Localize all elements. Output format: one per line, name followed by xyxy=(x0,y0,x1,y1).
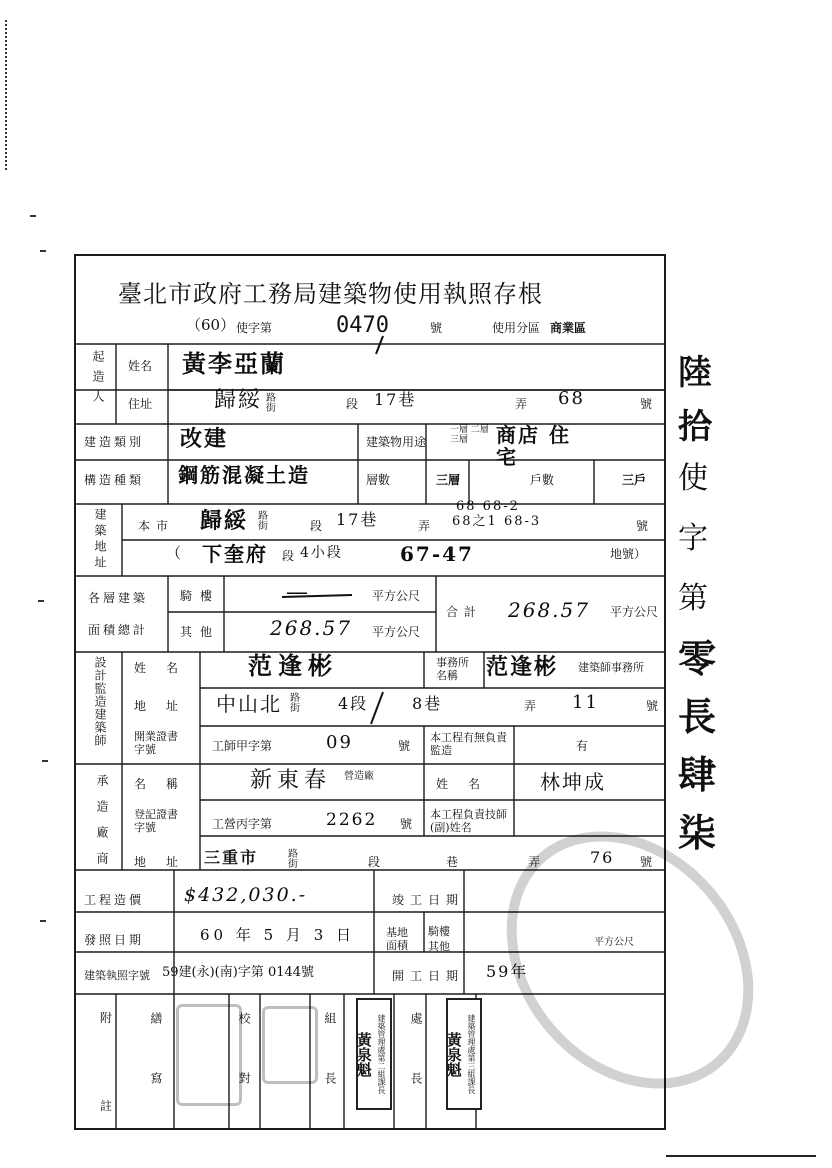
arcade-unit: 平方公尺 xyxy=(372,589,421,603)
builder-house-num: 68 xyxy=(558,388,585,409)
contractor-lane: 巷 xyxy=(446,855,459,869)
contractor-name-label: 名稱 xyxy=(134,777,199,791)
remarks-cell-proofread: 校對 xyxy=(237,1012,251,1132)
total-label: 合計 xyxy=(446,605,483,619)
site-area-unit: 平方公尺 xyxy=(594,937,634,948)
zone-value: 商業區 xyxy=(550,321,587,335)
builder-section-label: 起造人 xyxy=(91,350,105,410)
total-unit: 平方公尺 xyxy=(610,605,659,619)
site-sub-section: 4小段 xyxy=(300,545,343,561)
side-char: 長 xyxy=(678,694,717,739)
other2-label: 其他 xyxy=(428,940,450,953)
contractor-name-suffix: 營造廠 xyxy=(344,771,374,782)
scan-speckle xyxy=(40,250,46,252)
builder-address-label: 住址 xyxy=(128,397,153,411)
contractor-address-value: 三重市 xyxy=(204,848,259,867)
total-value: 268.57 xyxy=(508,598,590,622)
designer-duan: 4段 xyxy=(338,694,369,713)
site-hao: 號 xyxy=(636,519,649,533)
structure-label: 構造種類 xyxy=(84,473,145,487)
designer-road: 中山北 xyxy=(216,692,282,716)
builder-road-unit: 路街 xyxy=(266,393,276,414)
site-road: 歸綏 xyxy=(200,508,249,534)
units-value: 三戶 xyxy=(622,473,647,487)
site-lane-num: 弄 xyxy=(418,519,431,533)
adjacent-page-divider xyxy=(666,1155,816,1157)
designer-num: 11 xyxy=(572,692,599,713)
side-char: 陸 xyxy=(678,353,712,393)
site-land-suffix: 地號） xyxy=(610,547,647,561)
site-lane: 17巷 xyxy=(336,510,379,529)
chop-stamp-1-title: 建築管理處第二組課長 xyxy=(377,1014,386,1094)
official-seal-stamp xyxy=(262,1006,318,1084)
contractor-person-value: 林坤成 xyxy=(540,770,606,794)
remarks-label-bottom: 註 xyxy=(100,1099,113,1113)
arcade-value: — xyxy=(286,580,310,605)
designer-office-label: 事務所名稱 xyxy=(436,656,469,683)
cost-label: 工程造價 xyxy=(84,893,145,907)
contractor-num: 76 xyxy=(590,848,615,867)
contractor-section-label: 承造廠商 xyxy=(95,774,109,878)
designer-road-unit: 路街 xyxy=(290,693,300,714)
area-label-top: 各層建築 xyxy=(88,591,149,605)
other-unit: 平方公尺 xyxy=(372,625,421,639)
side-char: 拾 xyxy=(678,407,712,447)
site-section-label: 建築地址 xyxy=(93,508,107,572)
site-land-number: 67-47 xyxy=(400,542,474,566)
chop-stamp-1 xyxy=(356,998,392,1110)
scan-speckle xyxy=(42,760,48,762)
permit-number: 0470 xyxy=(336,313,389,338)
use-label: 建築物用途 xyxy=(366,435,427,449)
remarks-cell-director: 處長 xyxy=(409,1012,423,1132)
side-char: 零 xyxy=(678,636,717,681)
category-label: 建造類別 xyxy=(84,435,145,449)
contractor-name-value: 新東春 xyxy=(250,768,332,793)
document-title: 臺北市政府工務局建築物使用執照存根 xyxy=(118,280,543,308)
site-house-nums-bottom: 68之1 68-3 xyxy=(452,514,542,529)
scan-speckle xyxy=(30,215,36,217)
designer-address-label: 地址 xyxy=(134,699,199,713)
builder-lane: 17巷 xyxy=(374,390,417,409)
builder-lane-num: 弄 xyxy=(515,397,528,411)
side-char: 字 xyxy=(678,521,708,556)
zone-label: 使用分區 xyxy=(492,321,541,335)
issue-value: 60 年 5 月 3 日 xyxy=(200,926,356,944)
designer-office-value: 范逢彬 xyxy=(486,654,559,680)
site-city: 本市 xyxy=(138,519,175,533)
scan-speckle xyxy=(38,600,44,602)
contractor-address-label: 地址 xyxy=(134,855,199,869)
scan-edge-mark xyxy=(5,20,9,170)
contractor-addr-road: 路街 xyxy=(288,849,298,870)
contractor-reg-prefix: 工營丙字第 xyxy=(212,817,273,831)
category-value: 改建 xyxy=(180,426,229,452)
designer-license-label: 開業證書字號 xyxy=(134,730,178,757)
builder-name-label: 姓名 xyxy=(128,359,153,373)
remarks-cell-group-head: 組長 xyxy=(323,1012,337,1132)
designer-nong: 弄 xyxy=(524,699,537,713)
use-floor-codes: 一層 二層 三層 xyxy=(450,425,489,445)
permit-number-suffix: 號 xyxy=(430,321,443,335)
units-label: 戶數 xyxy=(530,473,555,487)
arcade2-label: 騎樓 xyxy=(428,925,450,938)
site-duan2: 段 xyxy=(282,549,295,563)
remarks-cell-typist: 繕寫 xyxy=(149,1012,163,1132)
site-area-label: 基地面積 xyxy=(386,926,408,953)
site-road-unit: 路街 xyxy=(258,511,268,532)
designer-name-label: 姓名 xyxy=(134,661,199,675)
area-label-bottom: 面積總計 xyxy=(88,623,149,637)
cost-value: $432,030.- xyxy=(184,884,308,906)
floors-value: 三層 xyxy=(436,473,461,487)
builder-name-value: 黃李亞蘭 xyxy=(182,349,286,378)
designer-license-num: 09 xyxy=(326,732,353,753)
contractor-reg-hao: 號 xyxy=(400,817,413,831)
start-label: 開工日期 xyxy=(392,969,465,983)
chop-stamp-2 xyxy=(446,998,482,1110)
start-value: 59年 xyxy=(486,962,529,981)
contractor-person-label: 姓名 xyxy=(436,777,501,791)
floors-label: 層數 xyxy=(366,473,391,487)
designer-license-prefix: 工師甲字第 xyxy=(212,739,273,753)
permit-label: 建築執照字號 xyxy=(84,969,150,982)
contractor-duan: 段 xyxy=(368,855,381,869)
complete-label: 竣工日期 xyxy=(392,893,465,907)
permit-year: （60） xyxy=(186,316,236,334)
designer-office-suffix: 建築師事務所 xyxy=(578,661,644,674)
site-open-paren: （ xyxy=(166,544,182,562)
chop-stamp-2-name: 黃泉魁 xyxy=(444,1031,463,1077)
side-char: 使 xyxy=(678,461,708,496)
builder-duan: 段 xyxy=(346,397,359,411)
site-house-nums-top: 68 68-2 xyxy=(456,499,520,514)
engineer-question: 本工程有無負責監造 xyxy=(430,731,507,758)
scan-speckle xyxy=(40,920,46,922)
chop-stamp-2-title: 建築管理處第三組課長 xyxy=(467,1014,476,1094)
issue-label: 發照日期 xyxy=(84,933,145,947)
designer-hao: 號 xyxy=(646,699,659,713)
structure-value: 鋼筋混凝土造 xyxy=(178,463,310,487)
contractor-hao: 號 xyxy=(640,855,653,869)
side-char: 柒 xyxy=(678,810,717,855)
contractor-reg-num: 2262 xyxy=(326,810,378,830)
designer-name-value: 范逢彬 xyxy=(248,651,338,680)
contractor-reg-label: 登記證書字號 xyxy=(134,808,178,835)
contractor-tech-label: 本工程負責技師(副)姓名 xyxy=(430,808,507,835)
engineer-answer: 有 xyxy=(576,739,589,753)
side-char: 肆 xyxy=(678,752,717,797)
builder-hao: 號 xyxy=(640,397,653,411)
permit-value: 59建(永)(南)字第 0144號 xyxy=(162,965,315,980)
arcade-label: 騎樓 xyxy=(180,589,221,603)
designer-lane: 8巷 xyxy=(412,694,443,713)
chop-stamp-1-name: 黃泉魁 xyxy=(354,1031,373,1077)
other-value: 268.57 xyxy=(270,616,352,640)
remarks-label-top: 附 xyxy=(100,1011,113,1025)
designer-section-label: 設計監造建築師 xyxy=(93,656,107,747)
permit-word-label: 使字第 xyxy=(236,321,273,335)
site-land-section: 下奎府 xyxy=(202,542,268,566)
adjacent-page-text xyxy=(678,353,718,855)
official-seal-stamp xyxy=(176,1004,242,1106)
use-value: 商店 住宅 xyxy=(496,423,571,469)
builder-road: 歸綏 xyxy=(214,388,263,413)
contractor-nong: 弄 xyxy=(528,855,541,869)
designer-license-hao: 號 xyxy=(398,739,411,753)
site-duan: 段 xyxy=(310,519,323,533)
side-char: 第 xyxy=(678,581,708,616)
other-label: 其他 xyxy=(180,625,221,639)
